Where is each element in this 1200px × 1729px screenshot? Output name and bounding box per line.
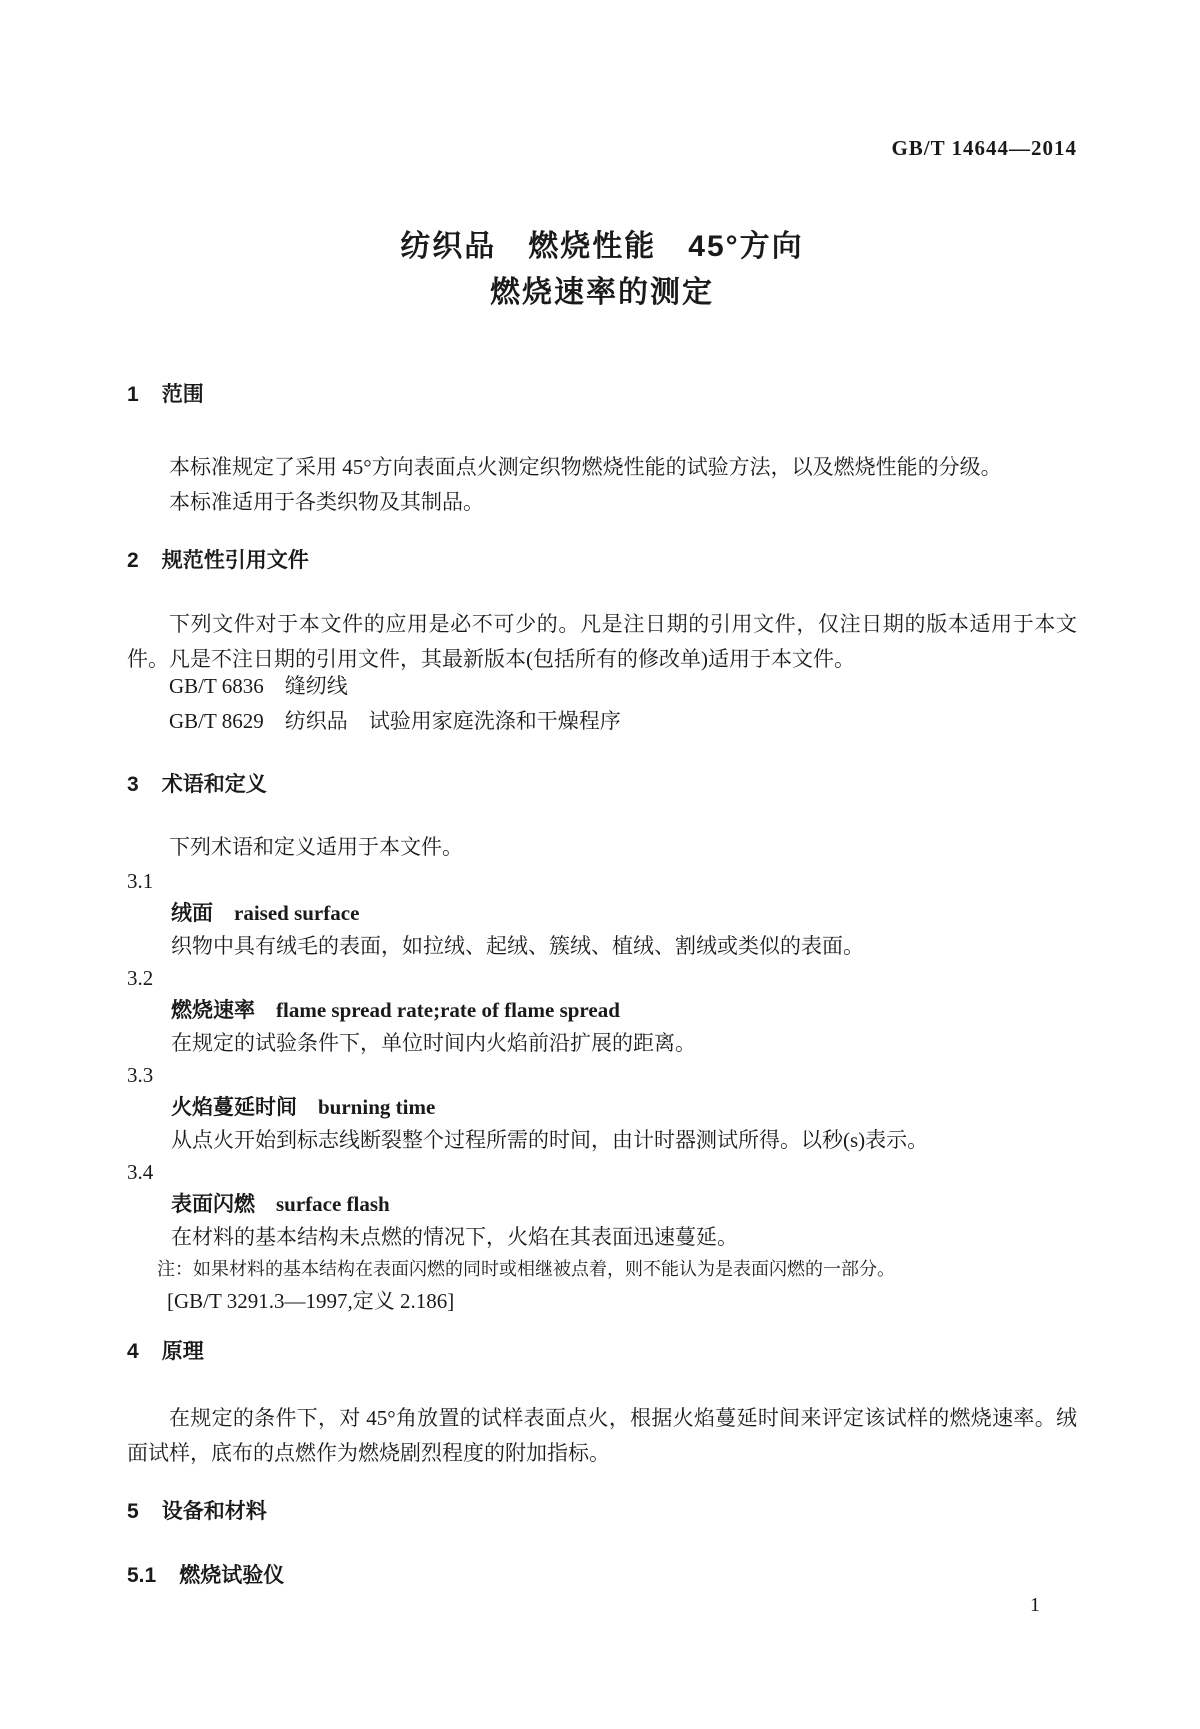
term-number: 3.3 bbox=[127, 1063, 154, 1087]
reference-item: GB/T 6836 缝纫线 bbox=[169, 674, 348, 698]
section-heading-scope bbox=[127, 380, 1077, 410]
reference-list bbox=[127, 669, 1077, 739]
term-title bbox=[127, 1091, 1077, 1124]
term-note: 注：如果材料的基本结构在表面闪燃的同时或相继被点着，则不能认为是表面闪燃的一部分。 bbox=[157, 1259, 895, 1279]
section-heading-principle bbox=[127, 1337, 1077, 1367]
scope-paragraph-1: 本标准规定了采用 45°方向表面点火测定织物燃烧性能的试验方法，以及燃烧性能的分级。 bbox=[169, 455, 1002, 479]
reference-item: GB/T 8629 纺织品 试验用家庭洗涤和干燥程序 bbox=[169, 709, 621, 733]
section-heading-references bbox=[127, 546, 1077, 576]
terms-intro: 下列术语和定义适用于本文件。 bbox=[169, 835, 463, 859]
term-definition: 从点火开始到标志线断裂整个过程所需的时间，由计时器测试所得。以秒(s)表示。 bbox=[171, 1128, 929, 1152]
term-name-zh: 燃烧速率 bbox=[171, 999, 255, 1022]
terms-block bbox=[127, 865, 1077, 1317]
references-paragraph: 下列文件对于本文件的应用是必不可少的。凡是注日期的引用文件，仅注日期的版本适用于本文件。凡是不注日期的引用文件，其最新版本(包括所有的修改单)适用于本文件。 bbox=[127, 612, 1077, 671]
standard-code: GB/T 14644—2014 bbox=[891, 136, 1077, 160]
section-label: 设备和材料 bbox=[161, 1500, 267, 1523]
term-title bbox=[127, 897, 1077, 930]
section-number: 5 bbox=[127, 1500, 139, 1523]
page-number: 1 bbox=[1030, 1594, 1040, 1616]
term-definition: 织物中具有绒毛的表面，如拉绒、起绒、簇绒、植绒、割绒或类似的表面。 bbox=[171, 934, 864, 958]
term-number: 3.4 bbox=[127, 1160, 154, 1184]
document-title-line1: 纺织品 燃烧性能 45°方向 bbox=[400, 230, 804, 263]
section-heading-terms bbox=[127, 770, 1077, 800]
term-title bbox=[127, 994, 1077, 1027]
term-entry bbox=[127, 1059, 1077, 1156]
term-name-en: burning time bbox=[318, 1095, 436, 1119]
subsection-number: 5.1 bbox=[127, 1564, 157, 1587]
term-name-en: flame spread rate;rate of flame spread bbox=[276, 998, 620, 1022]
section-label: 范围 bbox=[161, 383, 204, 406]
term-name-zh: 表面闪燃 bbox=[171, 1193, 255, 1216]
section-number: 1 bbox=[127, 383, 139, 406]
term-source-reference: [GB/T 3291.3—1997,定义 2.186] bbox=[167, 1289, 455, 1313]
term-name-en: surface flash bbox=[276, 1192, 390, 1216]
term-entry bbox=[127, 962, 1077, 1059]
term-title bbox=[127, 1188, 1077, 1221]
page-content bbox=[127, 0, 1077, 1591]
section-label: 原理 bbox=[161, 1340, 204, 1363]
section-label: 术语和定义 bbox=[161, 773, 267, 796]
section-label: 规范性引用文件 bbox=[161, 549, 309, 572]
section-number: 4 bbox=[127, 1340, 139, 1363]
section-number: 2 bbox=[127, 549, 139, 572]
principle-paragraph: 在规定的条件下，对 45°角放置的试样表面点火，根据火焰蔓延时间来评定该试样的燃烧速率。绒面试样，底布的点燃作为燃烧剧烈程度的附加指标。 bbox=[127, 1406, 1077, 1465]
term-entry bbox=[127, 865, 1077, 962]
subsection-heading-burn-tester bbox=[127, 1561, 1077, 1591]
subsection-label: 燃烧试验仪 bbox=[179, 1564, 285, 1587]
document-title-line2: 燃烧速率的测定 bbox=[490, 276, 714, 309]
section-number: 3 bbox=[127, 773, 139, 796]
document-title bbox=[127, 224, 1077, 316]
term-number: 3.1 bbox=[127, 869, 154, 893]
term-name-zh: 绒面 bbox=[171, 902, 213, 925]
scope-paragraph-2: 本标准适用于各类织物及其制品。 bbox=[169, 490, 484, 514]
term-entry bbox=[127, 1156, 1077, 1317]
term-name-zh: 火焰蔓延时间 bbox=[171, 1096, 297, 1119]
term-number: 3.2 bbox=[127, 966, 154, 990]
term-definition: 在材料的基本结构未点燃的情况下，火焰在其表面迅速蔓延。 bbox=[171, 1225, 738, 1249]
term-name-en: raised surface bbox=[234, 901, 360, 925]
section-heading-equipment bbox=[127, 1497, 1077, 1527]
term-definition: 在规定的试验条件下，单位时间内火焰前沿扩展的距离。 bbox=[171, 1031, 696, 1055]
